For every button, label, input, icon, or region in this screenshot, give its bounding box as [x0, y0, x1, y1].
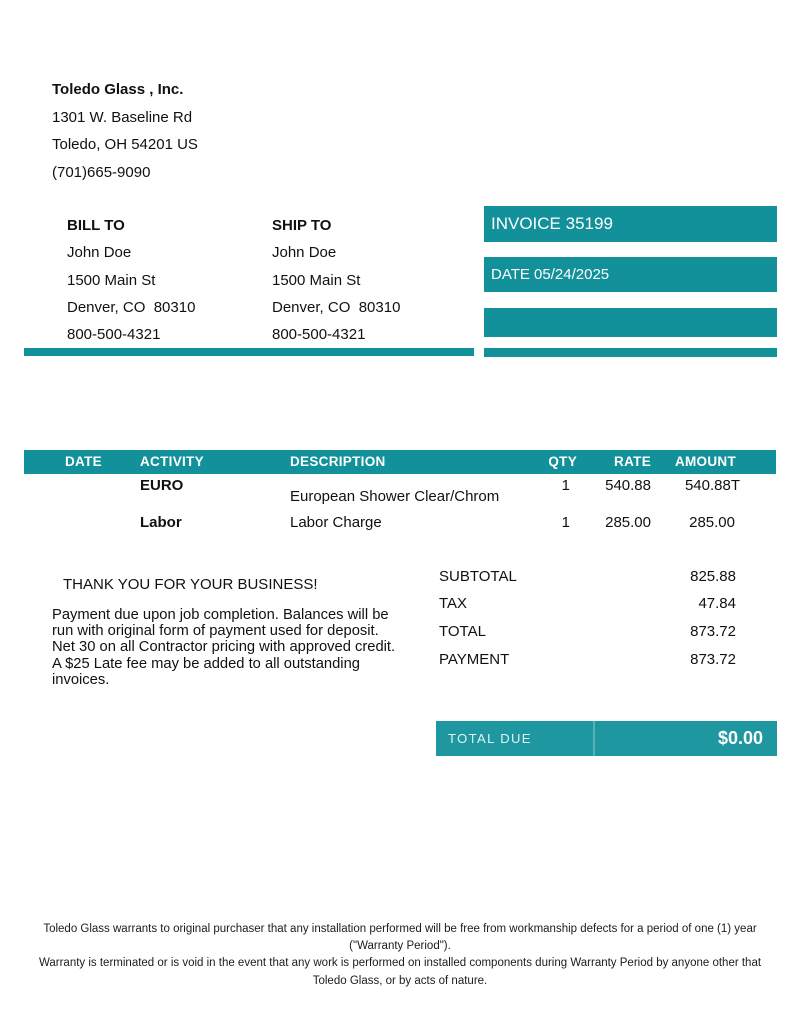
invoice-number-banner — [484, 206, 777, 242]
company-phone: (701)665-9090 — [52, 163, 151, 181]
total-label: TOTAL — [439, 623, 486, 640]
thin-banner — [484, 348, 777, 357]
warranty-line4: Toledo Glass, or by acts of nature. — [312, 974, 488, 987]
row1-qty: 1 — [561, 477, 570, 494]
ship-to-block — [272, 212, 400, 348]
total-due-label: TOTAL DUE — [448, 731, 532, 746]
tax-label: TAX — [439, 595, 468, 612]
terms-line2: run with original form of payment used for deposit. — [52, 622, 379, 640]
tax-value: 47.84 — [698, 595, 736, 612]
warranty-line3: Warranty is terminated or is void in the event that any work is performed on installed components during Warranty Period by anyone other that — [38, 957, 762, 970]
total-due-separator — [593, 721, 595, 756]
row2-qty: 1 — [561, 514, 570, 531]
col-header-amount: AMOUNT — [674, 454, 736, 469]
col-header-qty: QTY — [548, 454, 577, 469]
company-address-line2: Toledo, OH 54201 US — [52, 136, 198, 154]
bill-to-phone: 800-500-4321 — [67, 326, 161, 344]
warranty-footer — [0, 921, 800, 990]
company-address-line1: 1301 W. Baseline Rd — [52, 108, 193, 126]
payment-terms — [52, 607, 395, 688]
payment-value: 873.72 — [690, 651, 736, 668]
row1-description: European Shower Clear/Chrom — [290, 488, 500, 505]
invoice-date-banner — [484, 257, 777, 292]
ship-to-label: SHIP TO — [272, 217, 332, 234]
invoice-number-text: INVOICE 35199 — [491, 214, 613, 233]
col-header-date: DATE — [65, 454, 102, 469]
row2-description: Labor Charge — [290, 514, 382, 531]
subtotal-value: 825.88 — [690, 568, 736, 585]
terms-line4: A $25 Late fee may be added to all outstanding — [52, 654, 360, 672]
row1-rate: 540.88 — [605, 477, 651, 494]
ship-to-name: John Doe — [272, 244, 337, 262]
bill-to-block — [67, 212, 195, 348]
ship-to-city: Denver, CO 80310 — [272, 298, 401, 316]
row1-amount: 540.88T — [684, 477, 740, 494]
row2-amount: 285.00 — [689, 514, 735, 531]
terms-line3: Net 30 on all Contractor pricing with approved credit. — [52, 638, 396, 656]
bill-to-street: 1500 Main St — [67, 271, 156, 289]
terms-line5: invoices. — [52, 670, 110, 688]
company-name: Toledo Glass , Inc. — [52, 81, 184, 98]
company-info — [52, 76, 198, 186]
ship-to-street: 1500 Main St — [272, 271, 361, 289]
col-header-description: DESCRIPTION — [290, 454, 386, 469]
col-header-activity: ACTIVITY — [140, 454, 204, 469]
terms-line1: Payment due upon job completion. Balances will be — [52, 606, 389, 623]
bill-to-city: Denver, CO 80310 — [67, 298, 196, 316]
row1-activity: EURO — [140, 477, 184, 494]
bill-to-label: BILL TO — [67, 217, 125, 234]
payment-label: PAYMENT — [439, 651, 510, 668]
items-table-header — [24, 450, 776, 474]
invoice-date-text: DATE 05/24/2025 — [491, 266, 610, 283]
address-divider-line — [24, 348, 474, 356]
row2-rate: 285.00 — [605, 514, 651, 531]
warranty-line2: ("Warranty Period"). — [349, 940, 451, 953]
row2-activity: Labor — [140, 514, 182, 531]
empty-banner — [484, 308, 777, 337]
warranty-line1: Toledo Glass warrants to original purchaser that any installation performed will be free from workmanship defects for a period of one (1) year — [43, 923, 757, 935]
total-due-value: $0.00 — [717, 728, 763, 748]
total-due-bar — [436, 721, 777, 756]
thank-you-message: THANK YOU FOR YOUR BUSINESS! — [63, 576, 318, 593]
total-value: 873.72 — [690, 623, 736, 640]
bill-to-name: John Doe — [67, 244, 132, 262]
ship-to-phone: 800-500-4321 — [272, 326, 366, 344]
subtotal-label: SUBTOTAL — [439, 568, 517, 585]
col-header-rate: RATE — [614, 454, 651, 469]
